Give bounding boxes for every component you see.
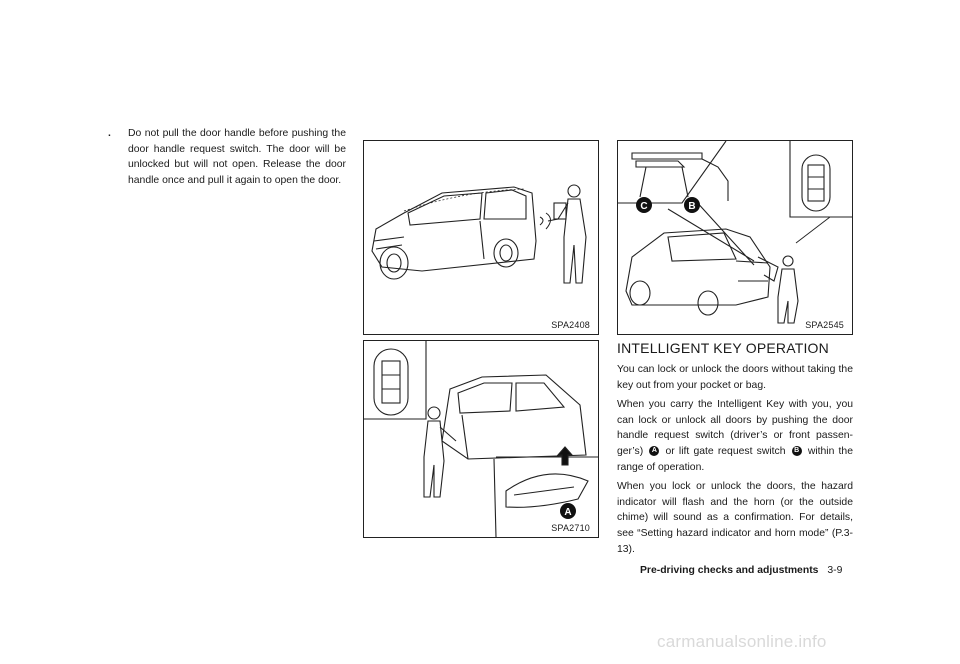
- callout-b-inline: B: [792, 446, 802, 456]
- paragraph-2: When you carry the Intelligent Key with you, you can lock or unlock all doors by pushing the door handle request switch (driver’s or front passen-ger’s) A or lift gate request switch B within the range of operation.: [617, 399, 853, 473]
- figure-spa2545: [617, 140, 853, 335]
- figure-code: SPA2545: [805, 320, 844, 330]
- footer-section: Pre-driving checks and adjustments: [640, 565, 819, 576]
- callout-c: C: [640, 201, 648, 212]
- section-title: INTELLIGENT KEY OPERATION: [617, 340, 829, 356]
- caution-note: [108, 126, 346, 188]
- bullet-marker: .: [108, 128, 111, 139]
- van-illustration: [364, 141, 598, 334]
- figure-code: SPA2408: [551, 320, 590, 330]
- callout-a: A: [564, 507, 572, 518]
- figure-spa2408: [363, 140, 599, 335]
- callout-b: B: [688, 201, 696, 212]
- figure-spa2710: [363, 340, 599, 538]
- page-footer: [640, 565, 842, 576]
- lift-gate-illustration: [618, 141, 852, 334]
- paragraph-3: When you lock or unlock the doors, the hazard indicator will flash and the horn (or the outside chime) will sound as a confirmation. For details, see “Setting hazard indicator and horn mode” (P.3-13).: [617, 481, 853, 555]
- bullet-text: Do not pull the door handle before pushing the door handle request switch. The door will be unlocked but will not open. Release the door handle once and pull it again to open the door.: [128, 128, 346, 186]
- callout-a-inline: A: [649, 446, 659, 456]
- figure-code: SPA2710: [551, 523, 590, 533]
- paragraph-1: You can lock or unlock the doors without taking the key out from your pocket or bag.: [617, 364, 853, 391]
- watermark: carmanualsonline.info: [657, 632, 827, 651]
- door-handle-illustration: [364, 341, 598, 537]
- intelligent-key-section: [617, 340, 853, 561]
- page-number: 3-9: [827, 565, 843, 576]
